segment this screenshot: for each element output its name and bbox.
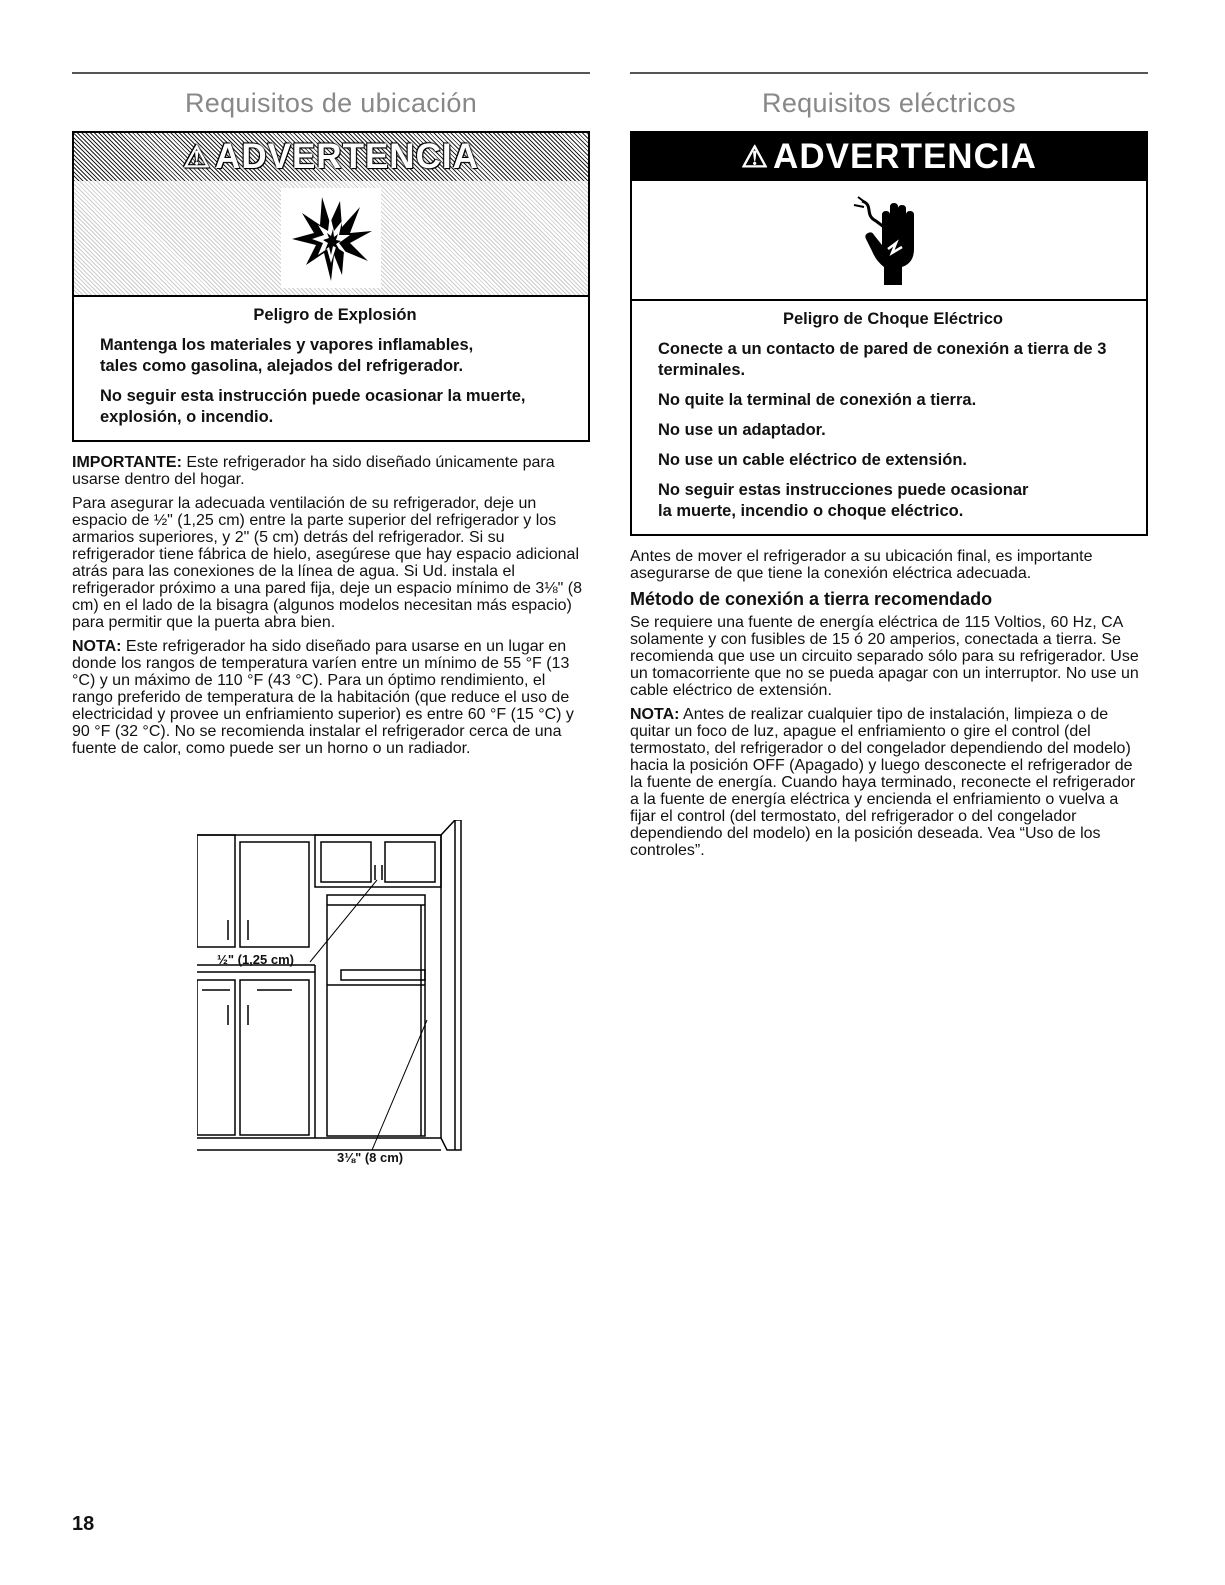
paragraph-power: Se requiere una fuente de energía eléctrica de 115 Voltios, 60 Hz, CA solamente y con fusibles de 15 ó 20 amperios, conectada a tierra. Se recomienda que use un circuito separado sólo para su refrigerador. Use un tomacorriente que no se pueda apagar con un interruptor. No use un cable eléctrico de extensión. <box>630 614 1139 699</box>
left-column <box>72 72 590 1165</box>
location-text <box>72 454 590 757</box>
warning-line: explosión, o incendio. <box>100 408 274 426</box>
paragraph-intro: Antes de mover el refrigerador a su ubicación final, es importante asegurarse de que tiene la conexión eléctrica adecuada. <box>630 548 1093 582</box>
warning-consequence <box>100 386 570 428</box>
warning-box-electrical <box>630 131 1148 536</box>
warning-line: No use un adaptador. <box>658 421 826 439</box>
paragraph-text: Este refrigerador ha sido diseñado para usarse en un lugar en donde los rangos de temperatura varíen entre un mínimo de 55 °F (13 °C) y un máximo de 110 °F (43 °C). Para un óptimo rendimiento, el rango preferido de temperatura de la habitación (que reduce el uso de electricidad y provee un enfriamiento superior) es entre 60 °F (15 °C) y 90 °F (32 °C). No se recomienda instalar el refrigerador cerca de una fuente de calor, como puede ser un horno o un radiador. <box>72 638 574 757</box>
warning-text <box>74 297 588 440</box>
warning-consequence <box>658 480 1128 522</box>
section-rule <box>72 72 590 74</box>
section-title-location: Requisitos de ubicación <box>184 88 478 118</box>
warning-icon-area <box>74 181 588 297</box>
warning-line: No seguir estas instrucciones puede ocasionar <box>658 481 1029 499</box>
clearance-diagram <box>197 820 477 1165</box>
label-important: IMPORTANTE: <box>72 454 182 471</box>
paragraph-text: Este refrigerador ha sido diseñado únicamente para usarse dentro del hogar. <box>72 454 555 488</box>
warning-header <box>74 133 588 181</box>
electric-shock-hand-icon <box>839 190 939 290</box>
warning-triangle-icon: ⚠ <box>741 140 770 174</box>
electrical-text <box>630 548 1148 859</box>
paragraph-ventilation: Para asegurar la adecuada ventilación de su refrigerador, deje un espacio de ½" (1,25 cm) entre la parte superior del refrigerador y los armarios superiores, y 2" (5 cm) detrás del refrigerador. Si su refrigerador tiene fábrica de hielo, asegúrese que hay espacio adicional atrás para las conexiones de la línea de agua. Si Ud. instala el refrigerador próximo a una pared fija, deje un espacio mínimo de 3⅛" (8 cm) en el lado de la bisagra (algunos modelos necesitan más espacio) para permitir que la puerta abra bien. <box>72 495 582 631</box>
page-number: 18 <box>72 1513 95 1535</box>
warning-line: tales como gasolina, alejados del refrigerador. <box>100 357 464 375</box>
warning-triangle-icon: ⚠ <box>183 140 212 174</box>
paragraph-important <box>72 454 590 488</box>
warning-hazard: Peligro de Explosión <box>253 306 417 324</box>
label-note: NOTA: <box>630 706 680 723</box>
warning-line: No seguir esta instrucción puede ocasionar la muerte, <box>100 387 526 405</box>
warning-instruction <box>100 335 570 377</box>
paragraph-note <box>72 638 590 757</box>
warning-text <box>632 301 1146 534</box>
label-note: NOTA: <box>72 638 122 655</box>
right-column <box>630 72 1148 866</box>
warning-header-label: ADVERTENCIA <box>773 137 1037 176</box>
explosion-icon <box>281 188 381 288</box>
paragraph-text: Antes de realizar cualquier tipo de instalación, limpieza o de quitar un foco de luz, apague el enfriamiento o gire el control (del termostato, del refrigerador o del congelador dependiendo del modelo) hacia la posición OFF (Apagado) y luego desconecte el refrigerador de la fuente de energía. Cuando haya terminado, reconecte el refrigerador a la fuente de energía eléctrica y encienda el enfriamiento o vuelva a fijar el control (del termostato, del refrigerador o del congelador dependiendo del modelo) en la posición deseada. Vea “Uso de los controles”. <box>630 706 1136 859</box>
top-clearance-label: ½" (1,25 cm) <box>217 952 294 967</box>
warning-line: No use un cable eléctrico de extensión. <box>658 451 968 469</box>
side-clearance-label: 3⅛" (8 cm) <box>337 1150 404 1165</box>
warning-line: Mantenga los materiales y vapores inflamables, <box>100 336 474 354</box>
warning-icon-area <box>632 181 1146 301</box>
warning-box-explosion <box>72 131 590 442</box>
subheading-grounding: Método de conexión a tierra recomendado <box>630 589 993 609</box>
section-rule <box>630 72 1148 74</box>
section-title-electrical: Requisitos eléctricos <box>762 88 1016 118</box>
warning-hazard: Peligro de Choque Eléctrico <box>782 310 1004 328</box>
warning-line: Conecte a un contacto de pared de conexión a tierra de 3 terminales. <box>658 340 1107 379</box>
warning-header-label: ADVERTENCIA <box>215 137 479 176</box>
paragraph-note <box>630 706 1148 859</box>
warning-header <box>632 133 1146 181</box>
warning-line: No quite la terminal de conexión a tierra. <box>658 391 977 409</box>
warning-line: la muerte, incendio o choque eléctrico. <box>658 502 964 520</box>
